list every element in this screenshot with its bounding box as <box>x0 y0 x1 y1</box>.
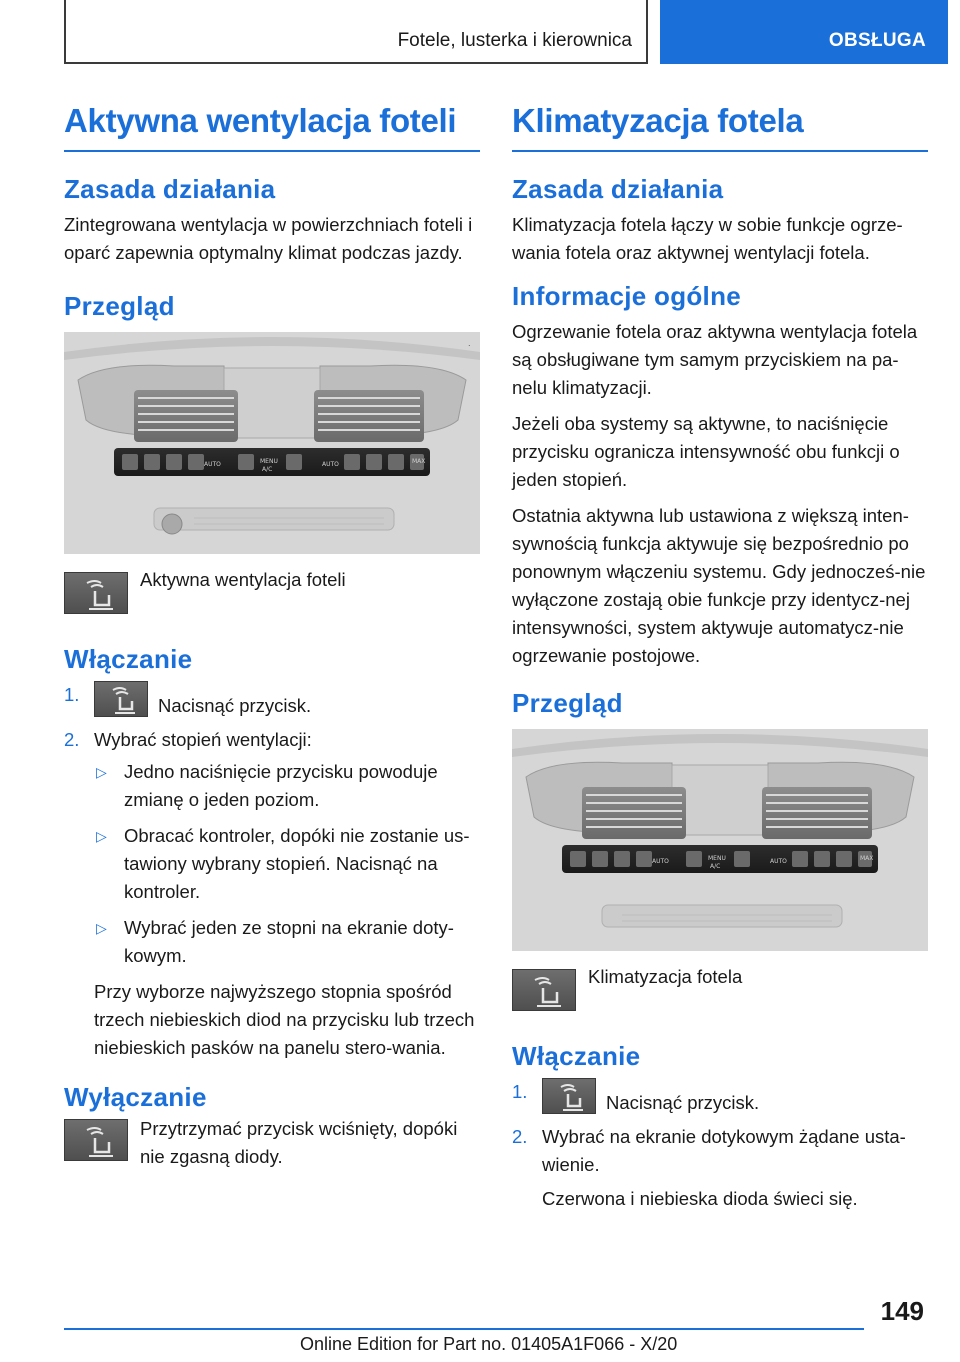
left-photo-caption <box>64 569 480 614</box>
right-title: Klimatyzacja fotela <box>512 100 928 152</box>
left-title: Aktywna wentylacja foteli <box>64 100 480 152</box>
footer-edition: Online Edition for Part no. 01405A1F066 - X/20 <box>300 1334 678 1354</box>
seat-ventilation-icon <box>64 572 128 614</box>
right-general-p2: Jeżeli oba systemy są aktywne, to naciśnięcie przycisku ogranicza intensywność obu funkcji o jeden stopień. <box>512 413 900 490</box>
bullet-triangle-icon: ▷ <box>96 828 107 844</box>
header-chapter-label: OBSŁUGA <box>828 30 926 51</box>
dashboard-illustration <box>512 729 928 951</box>
dashboard-illustration <box>64 332 480 554</box>
dashboard-photo <box>512 729 928 951</box>
dashboard-photo <box>64 332 480 554</box>
step-number: 1. <box>64 684 80 705</box>
seat-climate-button-icon <box>542 1078 596 1114</box>
left-on-heading: Włączanie <box>64 644 193 674</box>
step-number: 2. <box>64 729 80 750</box>
left-off-row <box>64 1119 480 1171</box>
header-section-title: Fotele, lusterka i kierownica <box>397 30 632 51</box>
list-item <box>512 1123 928 1213</box>
left-overview-heading: Przegląd <box>64 291 175 321</box>
step-text: Nacisnąć przycisk. <box>158 695 312 716</box>
step-number: 2. <box>512 1126 528 1147</box>
left-steps <box>64 681 480 1062</box>
right-caption-text: Klimatyzacja fotela <box>588 966 743 987</box>
svg-text:MAX: MAX <box>860 855 874 862</box>
seat-ventilation-button-icon <box>94 681 148 717</box>
panel-max-label: MAX <box>412 458 426 465</box>
header-chapter-tab[interactable] <box>660 0 948 64</box>
bullet-triangle-icon: ▷ <box>96 764 107 780</box>
right-principle-text: Klimatyzacja fotela łączy w sobie funkcje ogrze-wania fotela oraz aktywnej wentylacji fotela. <box>512 214 903 263</box>
seat-climate-icon <box>512 969 576 1011</box>
left-step2-options <box>94 758 480 970</box>
svg-text:A/C: A/C <box>710 863 721 870</box>
right-column <box>512 100 928 1221</box>
left-off-heading: Wyłączanie <box>64 1082 207 1112</box>
right-on-heading: Włączanie <box>512 1041 641 1071</box>
bullet-text: Obracać kontroler, dopóki nie zostanie us-tawiony wybrany stopień. Nacisnąć na kontroler. <box>124 825 470 902</box>
panel-menu-label: MENU <box>260 458 278 465</box>
step-text: Nacisnąć przycisk. <box>606 1092 760 1113</box>
left-caption-text: Aktywna wentylacja foteli <box>140 569 346 590</box>
right-overview-heading: Przegląd <box>512 688 623 718</box>
svg-text:AUTO: AUTO <box>322 461 339 468</box>
bullet-text: Jedno naciśnięcie przycisku powoduje zmianę o jeden poziom. <box>124 761 438 810</box>
panel-ac-label: A/C <box>262 466 273 473</box>
list-item <box>94 822 480 906</box>
page-header <box>64 0 948 66</box>
right-general-p3: Ostatnia aktywna lub ustawiona z większą inten-sywnością funkcja aktywuje się bezpośrednio po ponownym włączeniu systemu. Gdy jednocześ-nie wyłączone zostają obie funkcje przy identycz-nej intensywności, system aktywuje automatycz-nie ogrzewanie postojowe. <box>512 505 926 666</box>
right-general-heading: Informacje ogólne <box>512 281 742 311</box>
svg-text:AUTO: AUTO <box>770 858 787 865</box>
svg-text:AUTO: AUTO <box>652 858 669 865</box>
right-steps <box>512 1078 928 1213</box>
list-item <box>94 758 480 814</box>
left-column <box>64 100 480 1171</box>
svg-text:MENU: MENU <box>708 855 726 862</box>
bullet-text: Wybrać jeden ze stopni na ekranie doty-kowym. <box>124 917 454 966</box>
footer-divider <box>64 1328 864 1330</box>
svg-text:.: . <box>468 339 471 348</box>
list-item <box>64 726 480 1062</box>
list-item <box>64 681 480 720</box>
page-number: 149 <box>880 1296 924 1326</box>
seat-ventilation-icon <box>64 1119 128 1161</box>
step-text: Wybrać na ekranie dotykowym żądane usta-wienie. <box>542 1126 906 1175</box>
left-off-text: Przytrzymać przycisk wciśnięty, dopóki nie zgasną diody. <box>140 1118 458 1167</box>
bullet-triangle-icon: ▷ <box>96 920 107 936</box>
left-principle-text: Zintegrowana wentylacja w powierzchniach foteli i oparć zapewnia optymalny klimat podczas jazdy. <box>64 214 473 263</box>
header-section-box <box>64 0 648 64</box>
left-principle-heading: Zasada działania <box>64 174 276 204</box>
list-item <box>512 1078 928 1117</box>
right-step2-note: Czerwona i niebieska dioda świeci się. <box>542 1188 858 1209</box>
step-text: Wybrać stopień wentylacji: <box>94 729 312 750</box>
left-step2-note: Przy wyborze najwyższego stopnia spośród trzech niebieskich diod na przycisku lub trzech niebieskich pasków na panelu stero-wania. <box>94 981 475 1058</box>
list-item <box>94 914 480 970</box>
right-photo-caption <box>512 966 928 1011</box>
step-number: 1. <box>512 1081 528 1102</box>
panel-auto-label: AUTO <box>204 461 221 468</box>
right-general-p1: Ogrzewanie fotela oraz aktywna wentylacja fotela są obsługiwane tym samym przyciskiem na pa-nelu klimatyzacji. <box>512 321 918 398</box>
right-principle-heading: Zasada działania <box>512 174 724 204</box>
